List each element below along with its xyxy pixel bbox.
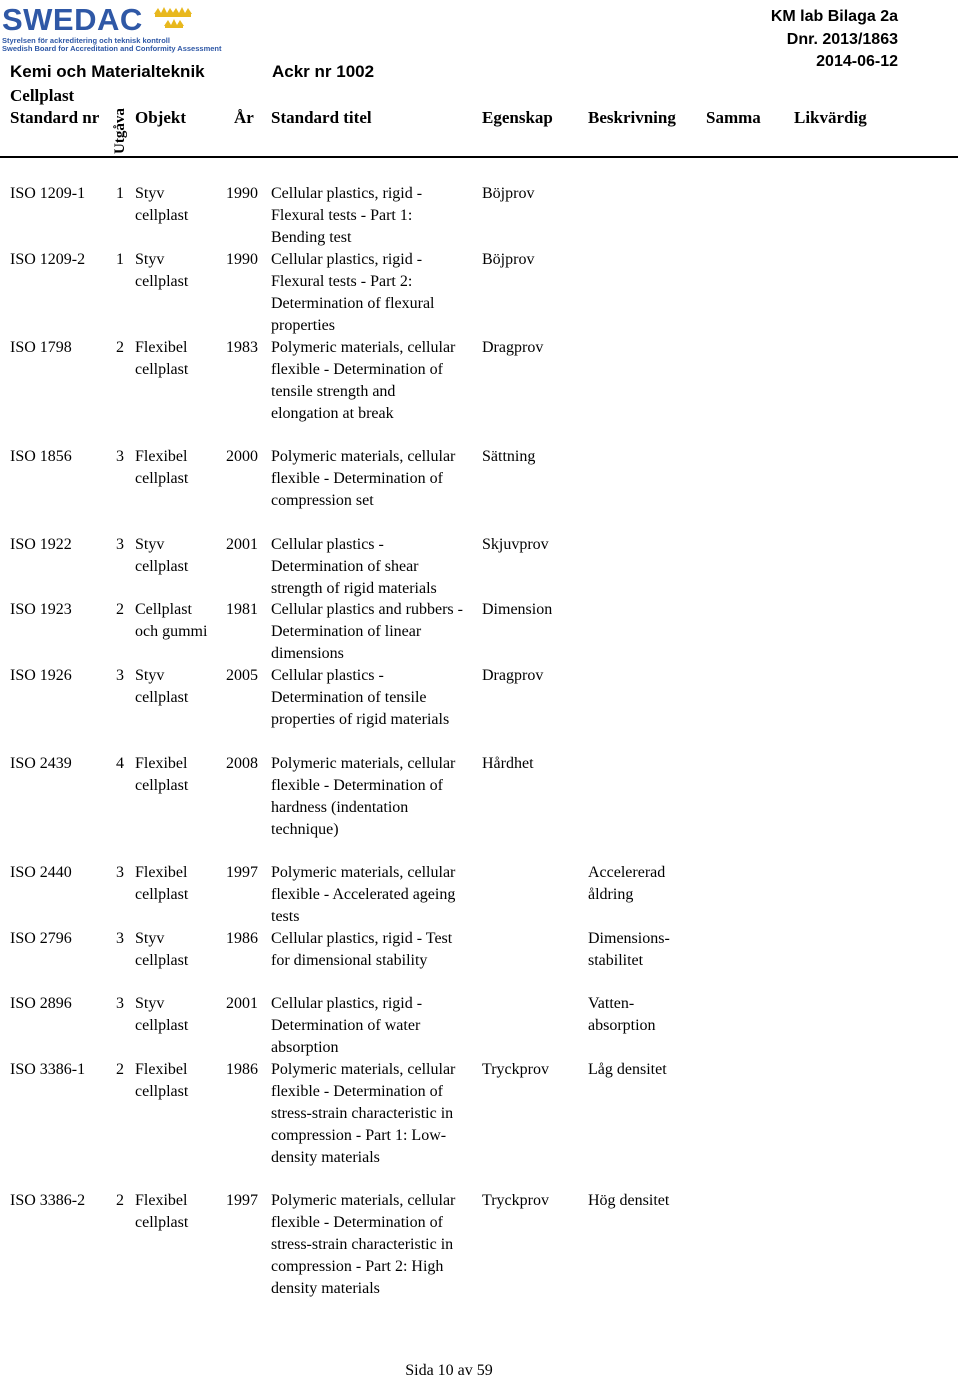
year: 2008	[226, 755, 258, 772]
standard-title-line: Polymeric materials, cellular	[271, 1192, 456, 1209]
object	[135, 928, 188, 972]
description-line: Vatten-	[588, 995, 635, 1012]
standard-title	[271, 1190, 455, 1300]
standard-title-line: Bending test	[271, 229, 352, 246]
description-line: åldring	[588, 886, 634, 903]
standard-title-line: Polymeric materials, cellular	[271, 339, 456, 356]
year: 2005	[226, 667, 258, 684]
description	[588, 993, 656, 1037]
edition: 2	[116, 339, 124, 356]
standard-title	[271, 446, 455, 512]
col-likvardig: Likvärdig	[794, 108, 867, 127]
property: Dimension	[482, 601, 553, 618]
standard-number: ISO 2440	[10, 864, 72, 881]
standard-title-line: Cellular plastics, rigid -	[271, 251, 423, 268]
edition: 4	[116, 755, 124, 772]
object-line: Flexibel	[135, 1192, 188, 1209]
property: Böjprov	[482, 185, 535, 202]
col-utgava: Utgåva	[112, 108, 128, 154]
object-line: cellplast	[135, 689, 189, 706]
standard-title-line: stress-strain characteristic in	[271, 1105, 454, 1122]
object	[135, 1059, 188, 1103]
col-objekt: Objekt	[135, 108, 186, 127]
year: 2000	[226, 448, 258, 465]
object	[135, 993, 188, 1037]
edition: 3	[116, 536, 124, 553]
year: 1997	[226, 1192, 258, 1209]
object-line: Styv	[135, 995, 165, 1012]
description	[588, 928, 670, 972]
object	[135, 446, 188, 490]
col-standard-titel: Standard titel	[271, 108, 372, 127]
description-line: Låg densitet	[588, 1061, 667, 1078]
year: 1990	[226, 251, 258, 268]
standard-title-line: properties	[271, 317, 335, 334]
standard-title-line: compression - Part 2: High	[271, 1258, 444, 1275]
year: 1981	[226, 601, 258, 618]
object-line: cellplast	[135, 1083, 189, 1100]
object-line: cellplast	[135, 1214, 189, 1231]
swedac-logo	[2, 2, 222, 53]
object-line: Styv	[135, 185, 165, 202]
col-beskrivning: Beskrivning	[588, 108, 676, 127]
property: Dragprov	[482, 339, 544, 356]
standard-title-line: dimensions	[271, 645, 344, 662]
object-line: cellplast	[135, 777, 189, 794]
object-line: cellplast	[135, 952, 189, 969]
standard-title	[271, 993, 422, 1059]
standard-title-line: flexible - Determination of	[271, 777, 443, 794]
standard-number: ISO 1209-1	[10, 185, 86, 202]
standard-title-line: Determination of shear	[271, 558, 419, 575]
standard-title-line: Cellular plastics and rubbers -	[271, 601, 463, 618]
standard-title	[271, 862, 455, 928]
property: Hårdhet	[482, 755, 534, 772]
description-line: Dimensions-	[588, 930, 670, 947]
standard-title-line: flexible - Determination of	[271, 1083, 443, 1100]
object-line: cellplast	[135, 470, 189, 487]
object-line: Styv	[135, 667, 165, 684]
standard-title	[271, 534, 437, 600]
page-footer: Sida 10 av 59	[405, 1362, 493, 1379]
standard-title-line: stress-strain characteristic in	[271, 1236, 454, 1253]
standard-number: ISO 3386-2	[10, 1192, 86, 1209]
standard-title-line: for dimensional stability	[271, 952, 428, 969]
standard-title	[271, 753, 455, 841]
year: 1997	[226, 864, 258, 881]
object-line: cellplast	[135, 273, 189, 290]
description	[588, 1190, 669, 1212]
year: 2001	[226, 995, 258, 1012]
standard-number: ISO 2796	[10, 930, 72, 947]
object-line: och gummi	[135, 623, 208, 640]
standard-number: ISO 1209-2	[10, 251, 86, 268]
standard-title-line: flexible - Determination of	[271, 361, 443, 378]
standard-title-line: compression - Part 1: Low-	[271, 1127, 447, 1144]
standard-title	[271, 337, 455, 425]
description-line: stabilitet	[588, 952, 644, 969]
object	[135, 183, 188, 227]
edition: 3	[116, 667, 124, 684]
standard-number: ISO 1926	[10, 667, 72, 684]
standard-title-line: Cellular plastics, rigid -	[271, 995, 423, 1012]
standard-title	[271, 249, 435, 337]
crowns-icon	[152, 6, 192, 28]
object-line: Flexibel	[135, 339, 188, 356]
standard-title-line: Flexural tests - Part 1:	[271, 207, 413, 224]
standard-title-line: Determination of flexural	[271, 295, 435, 312]
standard-title-line: Cellular plastics -	[271, 667, 384, 684]
object-line: cellplast	[135, 361, 189, 378]
standard-title-line: Flexural tests - Part 2:	[271, 273, 413, 290]
object	[135, 599, 207, 643]
edition: 3	[116, 864, 124, 881]
edition: 2	[116, 1061, 124, 1078]
object-line: Flexibel	[135, 755, 188, 772]
edition: 3	[116, 448, 124, 465]
object-line: Flexibel	[135, 864, 188, 881]
edition: 2	[116, 1192, 124, 1209]
description-line: Hög densitet	[588, 1192, 670, 1209]
standard-title-line: absorption	[271, 1039, 339, 1056]
standard-title-line: Polymeric materials, cellular	[271, 1061, 456, 1078]
standard-title-line: density materials	[271, 1280, 380, 1297]
object-line: Flexibel	[135, 448, 188, 465]
edition: 2	[116, 601, 124, 618]
standard-number: ISO 2439	[10, 755, 72, 772]
standard-title-line: Polymeric materials, cellular	[271, 448, 456, 465]
standard-title	[271, 183, 422, 249]
standard-number: ISO 1922	[10, 536, 72, 553]
standard-title-line: tensile strength and	[271, 383, 396, 400]
object	[135, 249, 188, 293]
standard-title-line: strength of rigid materials	[271, 580, 437, 597]
object	[135, 534, 188, 578]
accreditation-number: Ackr nr 1002	[272, 62, 375, 81]
standard-title-line: tests	[271, 908, 300, 925]
standard-title	[271, 928, 452, 972]
object-line: cellplast	[135, 207, 189, 224]
standard-title-line: Polymeric materials, cellular	[271, 755, 456, 772]
standard-title-line: Cellular plastics -	[271, 536, 384, 553]
standard-title-line: flexible - Determination of	[271, 1214, 443, 1231]
object	[135, 862, 188, 906]
description-line: Accelererad	[588, 864, 666, 881]
standard-number: ISO 1923	[10, 601, 72, 618]
standard-title-line: Determination of tensile	[271, 689, 427, 706]
lab-annex: KM lab Bilaga 2a	[770, 8, 898, 25]
object	[135, 1190, 188, 1234]
property: Skjuvprov	[482, 536, 549, 553]
description	[588, 1059, 667, 1081]
standard-title-line: properties of rigid materials	[271, 711, 450, 728]
standard-title-line: Cellular plastics, rigid - Test	[271, 930, 453, 947]
standard-title	[271, 1059, 455, 1169]
property: Tryckprov	[482, 1192, 549, 1209]
object-line: Flexibel	[135, 1061, 188, 1078]
col-samma: Samma	[706, 108, 761, 127]
object	[135, 665, 188, 709]
standard-number: ISO 2896	[10, 995, 72, 1012]
object-line: Styv	[135, 930, 165, 947]
object-line: cellplast	[135, 558, 189, 575]
organization: Kemi och Materialteknik	[10, 62, 205, 81]
property: Böjprov	[482, 251, 535, 268]
standard-title-line: technique)	[271, 821, 339, 838]
property: Dragprov	[482, 667, 544, 684]
object-line: Styv	[135, 536, 165, 553]
description-line: absorption	[588, 1017, 656, 1034]
standard-title	[271, 665, 449, 731]
standard-title-line: Cellular plastics, rigid -	[271, 185, 423, 202]
object	[135, 337, 188, 381]
object-line: Cellplast	[135, 601, 192, 618]
object-line: Styv	[135, 251, 165, 268]
standard-title-line: Determination of water	[271, 1017, 421, 1034]
col-ar: År	[234, 108, 254, 127]
category-title: Cellplast	[10, 86, 75, 105]
col-egenskap: Egenskap	[482, 108, 553, 127]
standard-title-line: Determination of linear	[271, 623, 422, 640]
standard-title-line: density materials	[271, 1149, 380, 1166]
year: 2001	[226, 536, 258, 553]
year: 1986	[226, 930, 258, 947]
property: Tryckprov	[482, 1061, 549, 1078]
logo-wordmark: SWEDAC	[2, 2, 143, 37]
document-date: 2014-06-12	[816, 53, 898, 70]
object-line: cellplast	[135, 886, 189, 903]
standard-title-line: Polymeric materials, cellular	[271, 864, 456, 881]
dnr: Dnr. 2013/1863	[786, 31, 898, 48]
property: Sättning	[482, 448, 536, 465]
standard-title-line: compression set	[271, 492, 374, 509]
logo-subtitle-sv: Styrelsen för ackreditering och teknisk kontroll	[2, 36, 170, 45]
year: 1986	[226, 1061, 258, 1078]
year: 1990	[226, 185, 258, 202]
standard-title-line: elongation at break	[271, 405, 394, 422]
header-rule	[0, 156, 958, 158]
col-standard-nr: Standard nr	[10, 108, 100, 127]
standard-number: ISO 1798	[10, 339, 72, 356]
edition: 3	[116, 930, 124, 947]
object-line: cellplast	[135, 1017, 189, 1034]
edition: 3	[116, 995, 124, 1012]
year: 1983	[226, 339, 258, 356]
standard-number: ISO 3386-1	[10, 1061, 86, 1078]
standard-number: ISO 1856	[10, 448, 72, 465]
standard-title-line: flexible - Accelerated ageing	[271, 886, 456, 903]
description	[588, 862, 665, 906]
logo-subtitle-en: Swedish Board for Accreditation and Conformity Assessment	[2, 44, 222, 53]
standard-title	[271, 599, 463, 665]
object	[135, 753, 188, 797]
edition: 1	[116, 251, 124, 268]
standard-title-line: hardness (indentation	[271, 799, 409, 816]
edition: 1	[116, 185, 124, 202]
standard-title-line: flexible - Determination of	[271, 470, 443, 487]
